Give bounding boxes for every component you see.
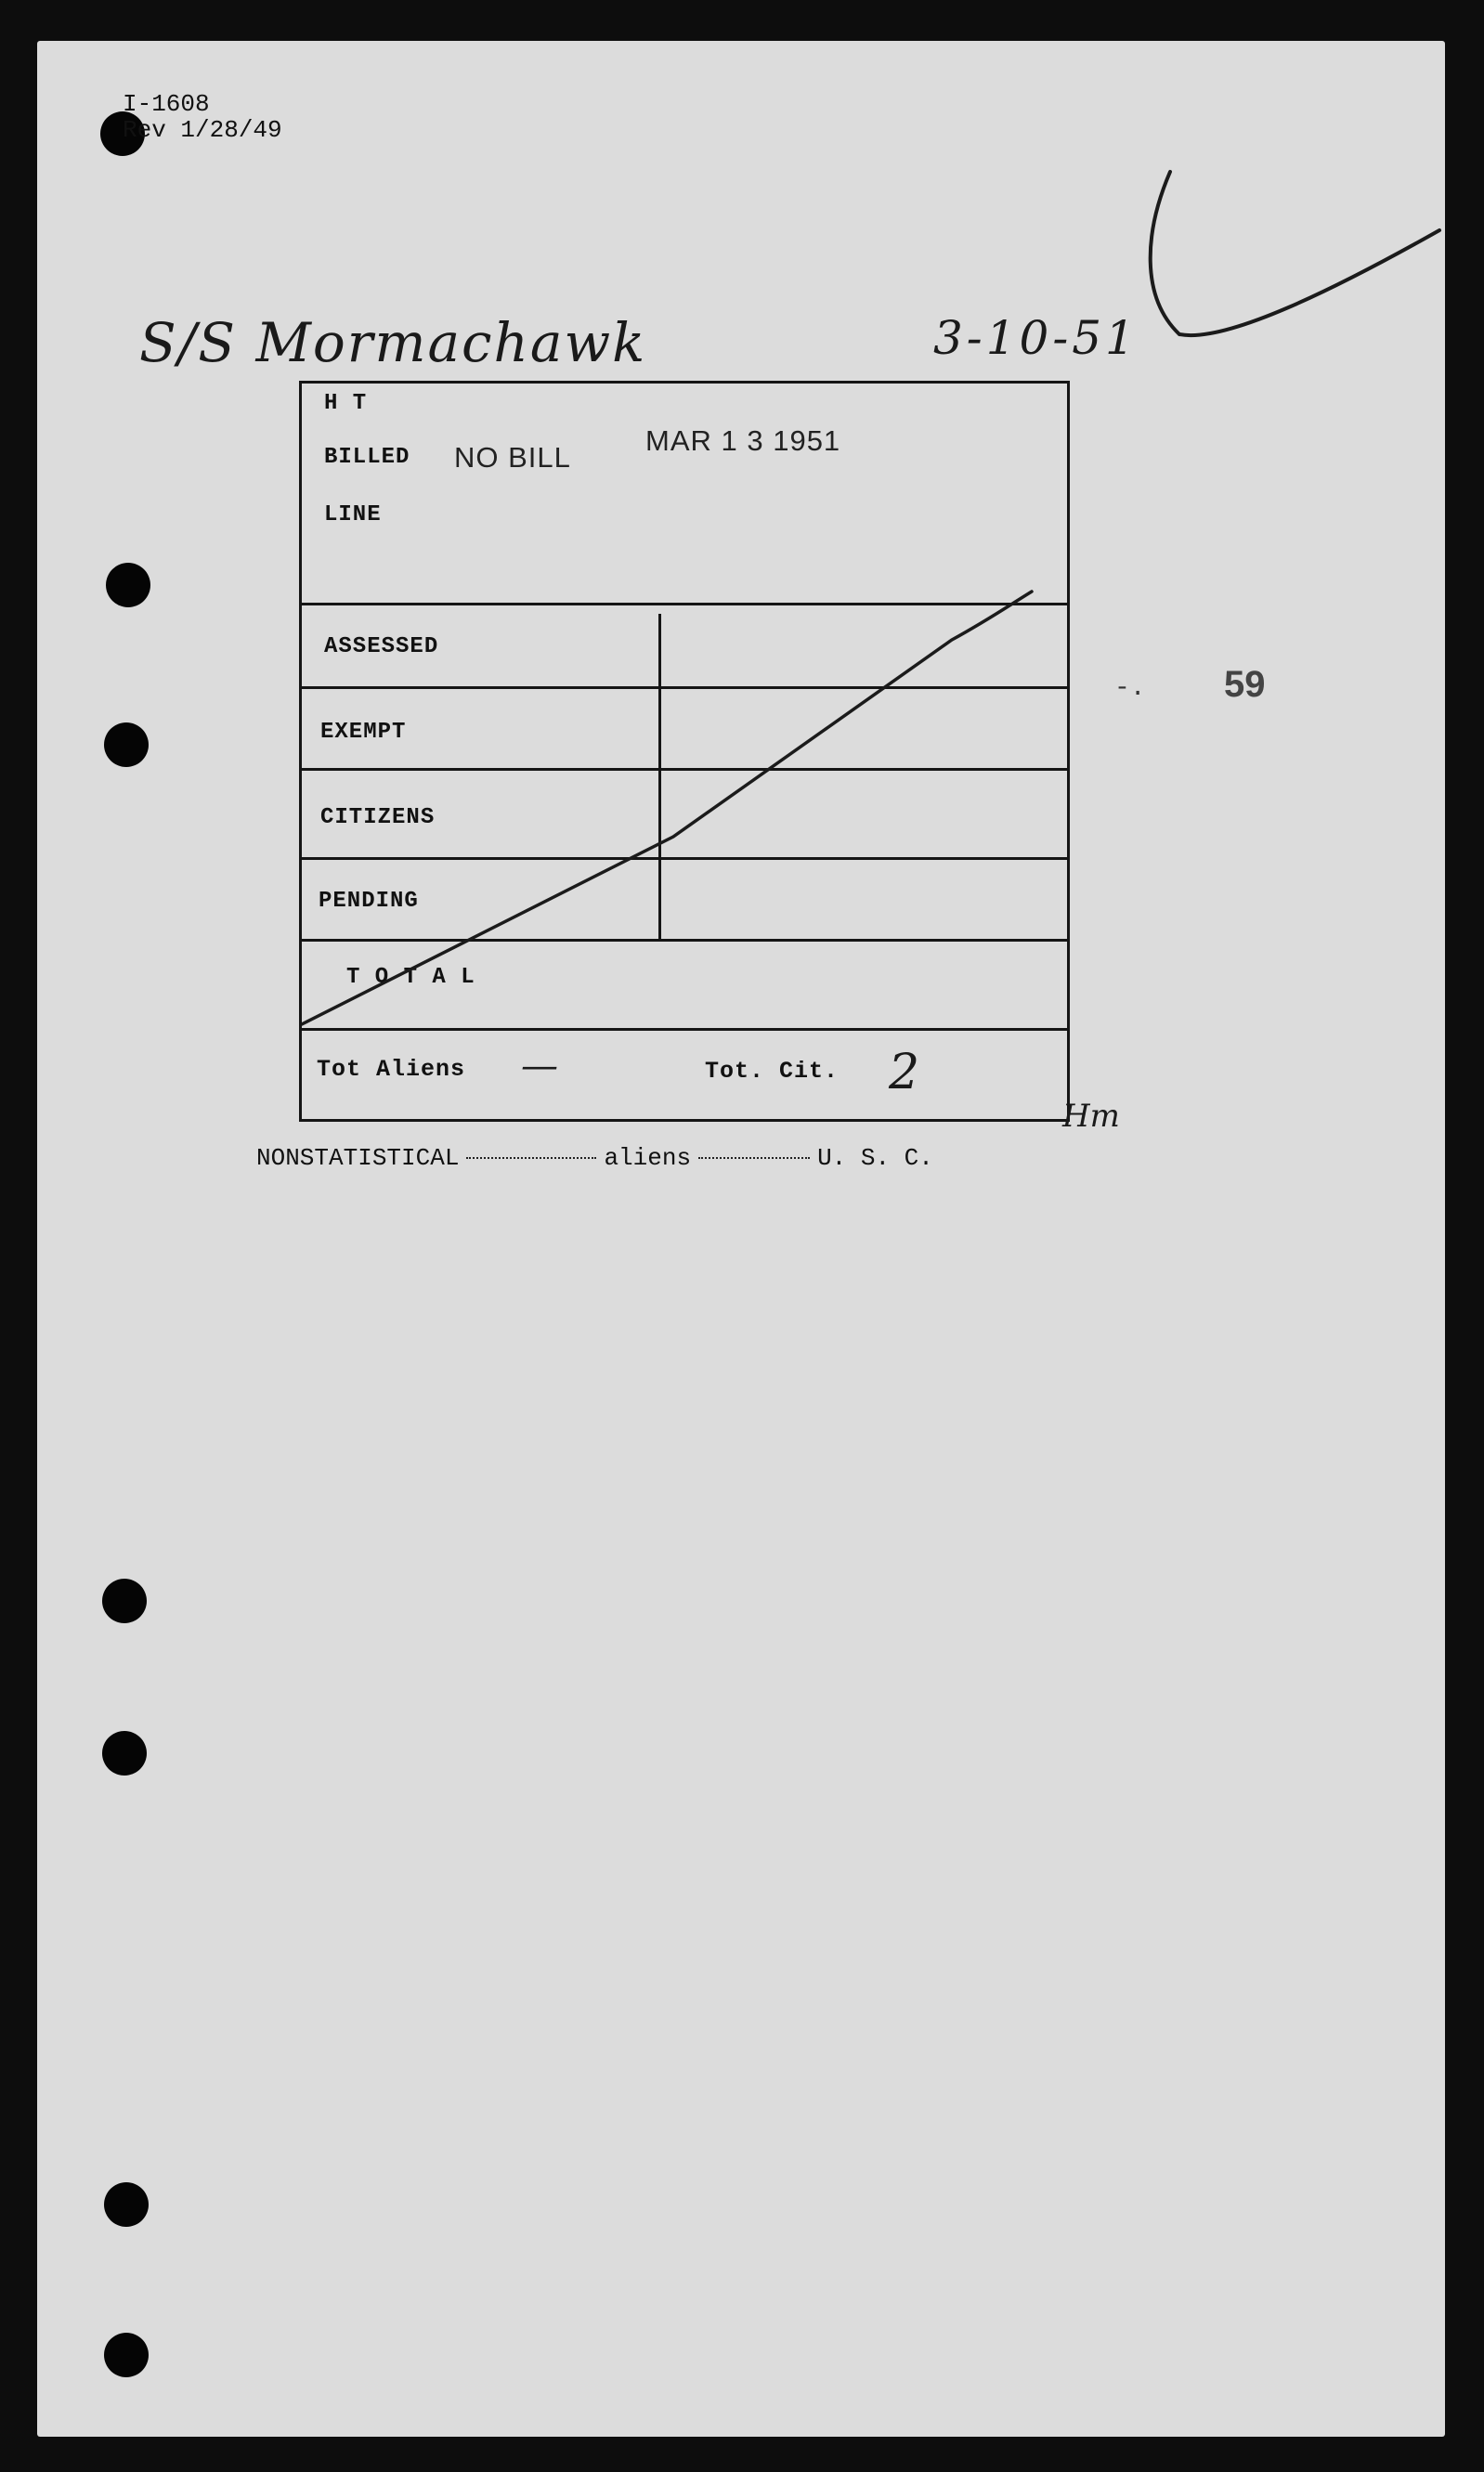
total-label: T O T A L — [346, 965, 475, 990]
pending-label: PENDING — [319, 889, 419, 914]
punch-hole — [106, 563, 150, 607]
tot-aliens-label: Tot Aliens — [317, 1056, 466, 1083]
strike-line — [302, 384, 1067, 1119]
blank-line — [698, 1157, 810, 1159]
billed-label: BILLED — [324, 445, 410, 470]
check-mark-icon — [1133, 158, 1449, 353]
punch-hole — [102, 1579, 147, 1623]
punch-hole — [102, 1731, 147, 1776]
ship-name: S/S Mormachawk — [139, 311, 647, 374]
form-code-line1: I-1608 — [123, 90, 210, 118]
billed-stamp: NO BILL — [454, 441, 571, 474]
citizens-label: CITIZENS — [320, 805, 436, 830]
punch-hole — [104, 2333, 149, 2377]
form-code-line2: Rev 1/28/49 — [123, 116, 282, 144]
form-code — [123, 91, 282, 143]
usc-label: U. S. C. — [817, 1144, 933, 1172]
assessed-label: ASSESSED — [324, 634, 439, 659]
received-date-stamp: MAR 1 3 1951 — [645, 424, 841, 457]
nonstatistical-label: NONSTATISTICAL — [256, 1144, 460, 1172]
tot-cit-value: 2 — [889, 1045, 921, 1100]
exempt-label: EXEMPT — [320, 720, 407, 745]
dash-mark: -. — [1114, 674, 1146, 703]
punch-hole — [104, 2182, 149, 2227]
tot-cit-label: Tot. Cit. — [705, 1058, 840, 1085]
manifest-form-box — [299, 381, 1070, 1122]
aliens-label: aliens — [604, 1144, 692, 1172]
punch-hole — [104, 722, 149, 767]
tot-aliens-mark: — — [521, 1045, 559, 1087]
initials: Hm — [1062, 1098, 1120, 1135]
nonstatistical-line — [256, 1144, 933, 1172]
ht-label: H T — [324, 391, 368, 416]
page-number: 59 — [1224, 664, 1266, 705]
line-label: LINE — [324, 502, 382, 527]
handwritten-date: 3-10-51 — [933, 311, 1139, 365]
blank-line — [466, 1157, 596, 1159]
